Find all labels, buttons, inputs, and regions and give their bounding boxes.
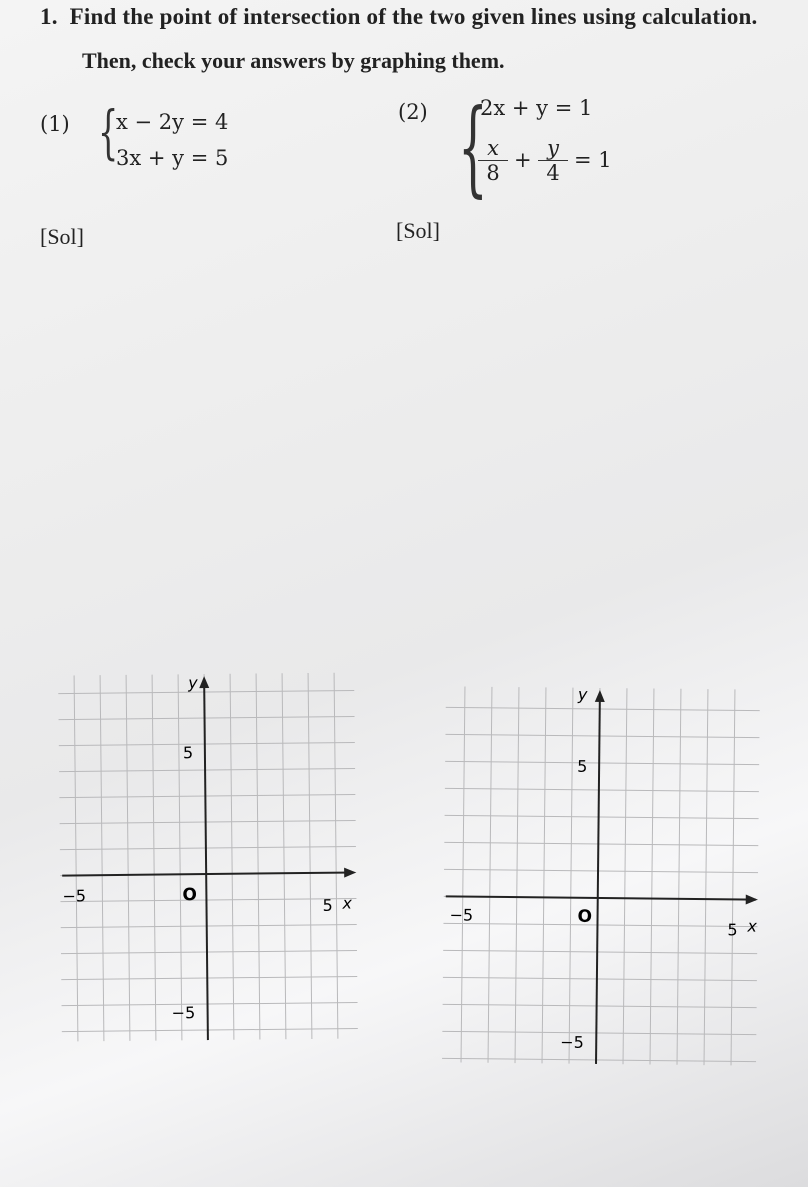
grid-line-vertical [126,675,130,1041]
part2-sol-label: [Sol] [396,218,440,243]
graph-1-x-tick-neg5: −5 [62,886,87,906]
grid-line-horizontal [58,691,354,694]
grid-line-horizontal [445,761,759,764]
part2-label: (2) [398,100,428,124]
grid-line-horizontal [60,846,356,849]
graph-2-grid [442,686,760,1065]
grid-line-vertical [256,674,260,1040]
grid-line-horizontal [60,820,356,823]
grid-line-horizontal [446,707,760,710]
grid-line-vertical [282,673,286,1039]
graph-2-y-tick-neg5: −5 [560,1032,584,1052]
grid-line-horizontal [62,1002,358,1005]
graph-2-y-tick-5: 5 [577,756,588,776]
grid-line-horizontal [61,924,357,927]
graph-2-x-arrow-icon [746,894,758,904]
grid-line-horizontal [61,950,357,953]
part2-plus: + [514,148,532,172]
grid-line-horizontal [62,1028,358,1031]
grid-line-horizontal [61,976,357,979]
problem-line-2: Then, check your answers by graphing them. [82,48,505,73]
graph-1-svg [50,658,374,1051]
graph-1-origin-label: O [182,885,197,906]
grid-line-vertical [100,675,104,1041]
grid-line-horizontal [60,898,356,901]
part2-equation-1: 2x + y = 1 [480,96,593,120]
grid-line-horizontal [445,788,759,791]
part1-equation-1: x − 2y = 4 [116,110,229,134]
grid-line-vertical [308,673,312,1039]
part2-fraction-y-over-4 [538,136,568,185]
graph-2-x-label: x [747,916,758,936]
grid-line-horizontal [445,815,759,818]
graph-2-x-tick-neg5: −5 [449,905,474,925]
grid-line-vertical [677,689,681,1065]
graph-1-y-axis [204,680,208,1040]
graph-2-y-axis [596,694,600,1064]
part1-sol-label: [Sol] [40,224,84,249]
grid-line-vertical [515,687,519,1063]
grid-line-horizontal [445,734,759,737]
grid-line-vertical [230,674,234,1040]
grid-line-vertical [542,687,546,1063]
graph-1-x-arrow-icon [344,867,356,877]
graph-2 [436,670,770,1078]
graph-1-y-tick-5: 5 [182,743,194,763]
part1-label: (1) [40,112,70,136]
grid-line-vertical [488,687,492,1063]
frac2-numerator: y [547,136,559,160]
part2-brace: { [458,86,488,208]
problem-number: 1. [40,4,58,29]
grid-line-vertical [704,689,708,1065]
grid-line-horizontal [443,950,757,953]
graph-1-x-tick-5: 5 [322,895,333,915]
grid-line-horizontal [443,923,757,926]
graph-1-y-label: y [188,673,198,693]
grid-line-vertical [334,673,338,1039]
frac2-denominator: 4 [538,160,568,185]
graph-1-x-label: x [342,893,353,913]
graph-1-y-arrow-icon [199,676,209,688]
grid-line-vertical [650,689,654,1065]
part2-rhs: = 1 [574,148,612,172]
grid-line-horizontal [444,842,758,845]
graph-2-origin-label: O [577,906,593,927]
grid-line-horizontal [59,716,355,719]
graph-1 [50,658,374,1056]
grid-line-vertical [74,675,78,1041]
grid-line-vertical [461,687,465,1063]
grid-line-vertical [152,675,156,1041]
frac1-denominator: 8 [478,160,508,185]
graph-1-y-tick-neg5: −5 [171,1003,196,1023]
grid-line-horizontal [443,1004,757,1007]
graph-2-y-arrow-icon [595,690,605,702]
grid-line-vertical [569,688,573,1064]
grid-line-horizontal [59,794,355,797]
graph-2-svg [436,670,770,1073]
problem-title [40,4,757,30]
frac1-numerator: x [487,136,499,160]
grid-line-horizontal [442,1031,756,1034]
graph-2-y-label: y [577,684,588,704]
part1-equation-2: 3x + y = 5 [116,146,229,170]
grid-line-vertical [178,674,182,1040]
grid-line-horizontal [59,742,355,745]
grid-line-horizontal [442,1058,756,1061]
part2-fraction-x-over-8 [478,136,508,185]
problem-line-1: Find the point of intersection of the two given lines using calculation. [69,4,758,29]
grid-line-horizontal [444,869,758,872]
graph-2-x-axis [446,896,756,899]
part1-brace: { [98,98,119,166]
grid-line-horizontal [59,768,355,771]
graph-2-x-tick-5: 5 [727,920,738,940]
grid-line-vertical [623,688,627,1064]
grid-line-horizontal [443,977,757,980]
grid-line-vertical [731,689,735,1065]
